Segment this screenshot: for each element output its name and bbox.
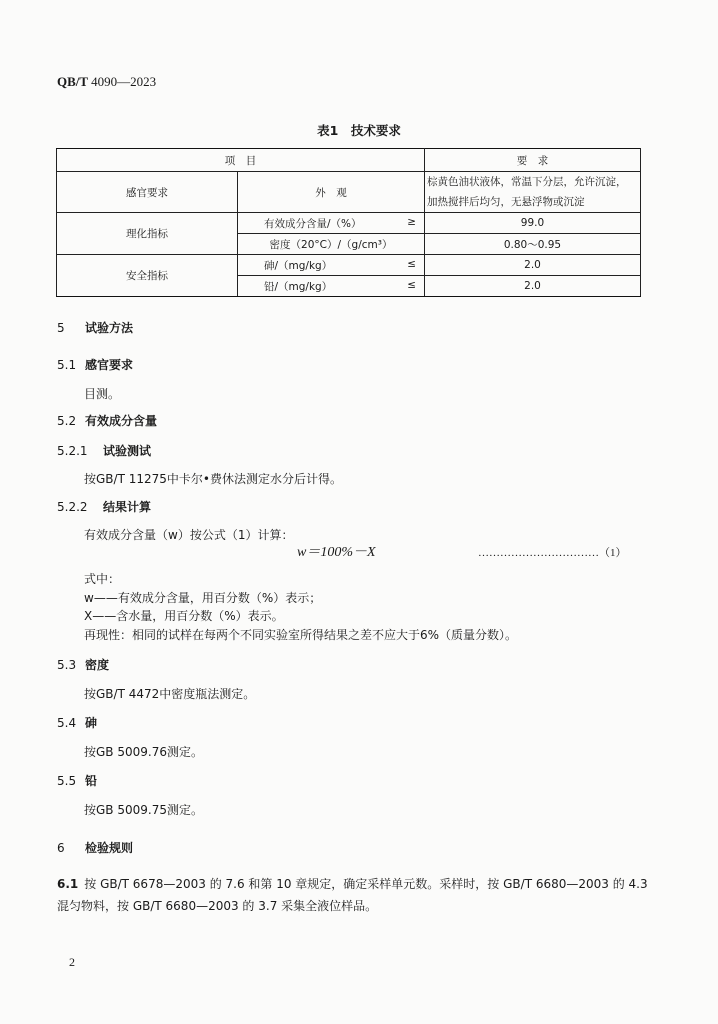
- paragraph: 按GB/T 4472中密度瓶法测定。: [84, 687, 256, 701]
- variable-definition: w——有效成分含量，用百分数（%）表示；: [84, 591, 322, 605]
- section-heading: 6 检验规则: [57, 841, 134, 855]
- paragraph: 6.1 按 GB/T 6678—2003 的 7.6 和第 10 章规定，确定采样单元数。采样时，按 GB/T 6680—2003 的 4.3 混匀物料，按 GB/T 6680—2003 的 3.7 采集全液位样品。: [57, 877, 648, 913]
- standard-code: [57, 74, 156, 90]
- item-cell: [238, 213, 425, 234]
- formula: w＝100%－X: [297, 545, 376, 560]
- variable-definition: X——含水量，用百分数（%）表示。: [84, 609, 284, 623]
- requirement-cell: [425, 172, 641, 213]
- section-heading: 5.1 感官要求: [57, 358, 134, 372]
- requirement-cell: 2.0: [425, 276, 641, 297]
- section-heading: 5.2 有效成分含量: [57, 414, 158, 428]
- category-cell: 理化指标: [57, 213, 238, 255]
- table-row: [57, 172, 641, 213]
- paragraph: 有效成分含量（w）按公式（1）计算：: [84, 528, 294, 542]
- paragraph: 按GB 5009.75测定。: [84, 803, 203, 817]
- section-heading: 5.4 砷: [57, 716, 98, 730]
- section-heading: 5 试验方法: [57, 321, 134, 335]
- standard-prefix: QB/T: [57, 74, 88, 89]
- section-heading: 5.3 密度: [57, 658, 110, 672]
- table-row: [57, 213, 641, 234]
- item-cell: 密度（20°C）/（g/cm³）: [238, 234, 425, 255]
- item-cell: [238, 255, 425, 276]
- paragraph: 再现性：相同的试样在每两个不同实验室所得结果之差不应大于6%（质量分数）。: [84, 628, 518, 642]
- section-heading: 5.2.2 结果计算: [57, 500, 152, 514]
- comparison-sign: ≥: [407, 215, 416, 228]
- comparison-sign: ≤: [407, 257, 416, 270]
- where-label: 式中：: [84, 572, 121, 586]
- clause-number: 6.1: [57, 877, 79, 891]
- requirement-line: 棕黄色油状液体，常温下分层，允许沉淀，: [427, 176, 627, 188]
- paragraph: 按GB 5009.76测定。: [84, 745, 203, 759]
- header-requirement: 要 求: [425, 149, 641, 172]
- page-number: 2: [69, 955, 75, 969]
- item-cell: 外 观: [238, 172, 425, 213]
- paragraph: 目测。: [84, 387, 121, 401]
- category-cell: 安全指标: [57, 255, 238, 297]
- requirement-cell: 2.0: [425, 255, 641, 276]
- section-heading: 5.2.1 试验测试: [57, 444, 152, 458]
- table-row: [57, 255, 641, 276]
- section-heading: 5.5 铅: [57, 774, 98, 788]
- requirement-line: 加热搅拌后均匀，无悬浮物或沉淀: [427, 196, 585, 208]
- requirement-cell: 0.80～0.95: [425, 234, 641, 255]
- item-label: 铅/（mg/kg）: [264, 280, 333, 293]
- item-cell: [238, 276, 425, 297]
- item-label: 砷/（mg/kg）: [264, 259, 333, 272]
- paragraph: 按GB/T 11275中卡尔•费休法测定水分后计得。: [84, 472, 342, 486]
- table-header-row: [57, 149, 641, 172]
- category-cell: 感官要求: [57, 172, 238, 213]
- header-item: 项 目: [57, 149, 425, 172]
- formula-number: ……………………………（1）: [478, 547, 627, 559]
- standard-number: 4090—2023: [91, 74, 157, 89]
- requirement-cell: 99.0: [425, 213, 641, 234]
- requirements-table: [56, 148, 641, 297]
- item-label: 有效成分含量/（%）: [264, 217, 362, 230]
- comparison-sign: ≤: [407, 278, 416, 291]
- table-title: 表1 技术要求: [317, 123, 401, 138]
